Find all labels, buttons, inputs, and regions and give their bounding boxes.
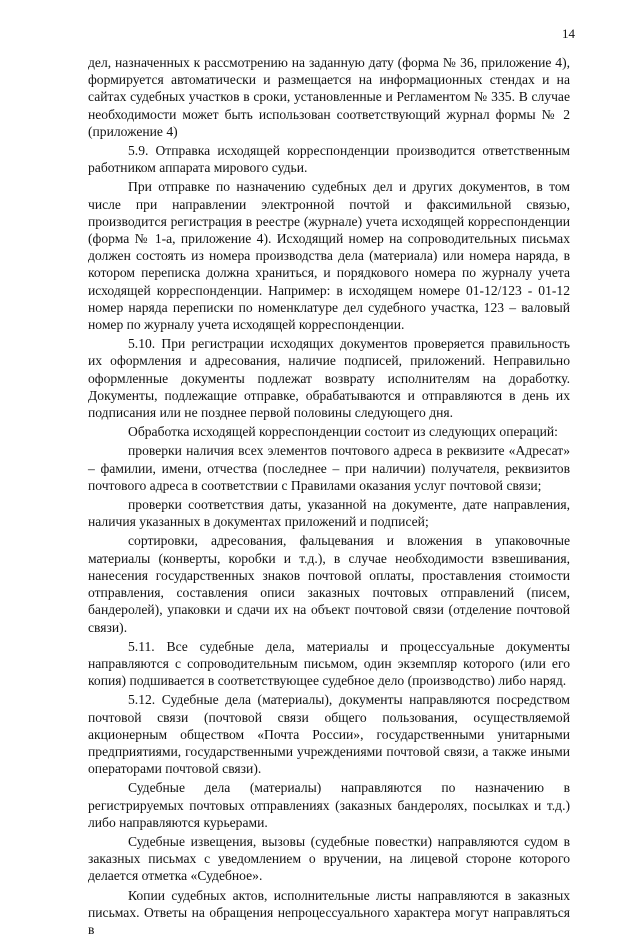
paragraph: дел, назначенных к рассмотрению на заданную дату (форма № 36, приложение 4), формируется автоматически и размещается на информационных стендах и на сайтах судебных участков в сроки, установленные и Регламентом № 335. В случае необходимости может быть использован соответствующий журнал формы № 2 (приложение 4)	[88, 55, 570, 139]
list-item: проверки соответствия даты, указанной на документе, дате направления, наличия указанных в документах приложений и подписей;	[88, 497, 570, 530]
paragraph: 5.11. Все судебные дела, материалы и процессуальные документы направляются с сопроводительным письмом, один экземпляр которого (или его копия) подшивается в соответствующее судебное дело (производство) либо наряд.	[88, 638, 570, 689]
list-item: сортировки, адресования, фальцевания и вложения в упаковочные материалы (конверты, коробки и т.д.), в случае необходимости взвешивания, нанесения государственных знаков почтовой оплаты, проставления стоимости отправления, составления описи заказных почтовых отправлений (писем, бандеролей), упаковки и сдачи их на объект почтовой связи (отделение почтовой связи).	[88, 533, 570, 635]
paragraph: Судебные извещения, вызовы (судебные повестки) направляются судом в заказных письмах с уведомлением о вручении, на лицевой стороне которого делается отметка «Судебное».	[88, 833, 570, 884]
page-number: 14	[562, 26, 575, 41]
document-body	[88, 54, 570, 940]
list-item: проверки наличия всех элементов почтового адреса в реквизите «Адресат» – фамилии, имени, отчества (последнее – при наличии) получателя, реквизитов почтового адреса в соответствии с Правилами оказания услуг почтовой связи;	[88, 443, 570, 493]
paragraph: Судебные дела (материалы) направляются по назначению в регистрируемых почтовых отправлениях (заказных бандеролях, посылках и т.д.) либо направляются курьерами.	[88, 780, 570, 830]
paragraph: 5.10. При регистрации исходящих документов проверяется правильность их оформления и адресования, наличие подписей, приложений. Неправильно оформленные документы подлежат возврату исполнителям на доработку. Документы, подлежащие отправке, обрабатываются и отправляются в день их подписания или не позднее первой половины следующего дня.	[88, 336, 570, 421]
paragraph: Обработка исходящей корреспонденции состоит из следующих операций:	[128, 424, 558, 440]
paragraph: При отправке по назначению судебных дел и других документов, в том числе при направлении электронной почтой и факсимильной связью, производится регистрация в реестре (журнале) учета исходящей корреспонденции (форма № 1-а, приложение 4). Исходящий номер на сопроводительных письмах должен состоять из номера производства дела (материала) или номера наряда, в котором переписка должна храниться, и порядкового номера по журналу учета исходящей корреспонденции. Например: в исходящем номере 01-12/123 - 01-12 номер наряда переписки по номенклатуре дел судебного участка, 123 – валовый номер по журналу учета исходящей корреспонденции.	[88, 179, 570, 333]
paragraph: 5.12. Судебные дела (материалы), документы направляются посредством почтовой связи (почтовой связи общего пользования, осуществляемой акционерным обществом «Почта России», государственными унитарными предприятиями, государственными учреждениями почтовой связи, а также иными операторами почтовой связи).	[88, 692, 570, 777]
paragraph: Копии судебных актов, исполнительные листы направляются в заказных письмах. Ответы на обращения непроцессуального характера могут направляться в	[88, 887, 570, 937]
paragraph: 5.9. Отправка исходящей корреспонденции производится ответственным работником аппарата мирового судьи.	[88, 143, 570, 176]
